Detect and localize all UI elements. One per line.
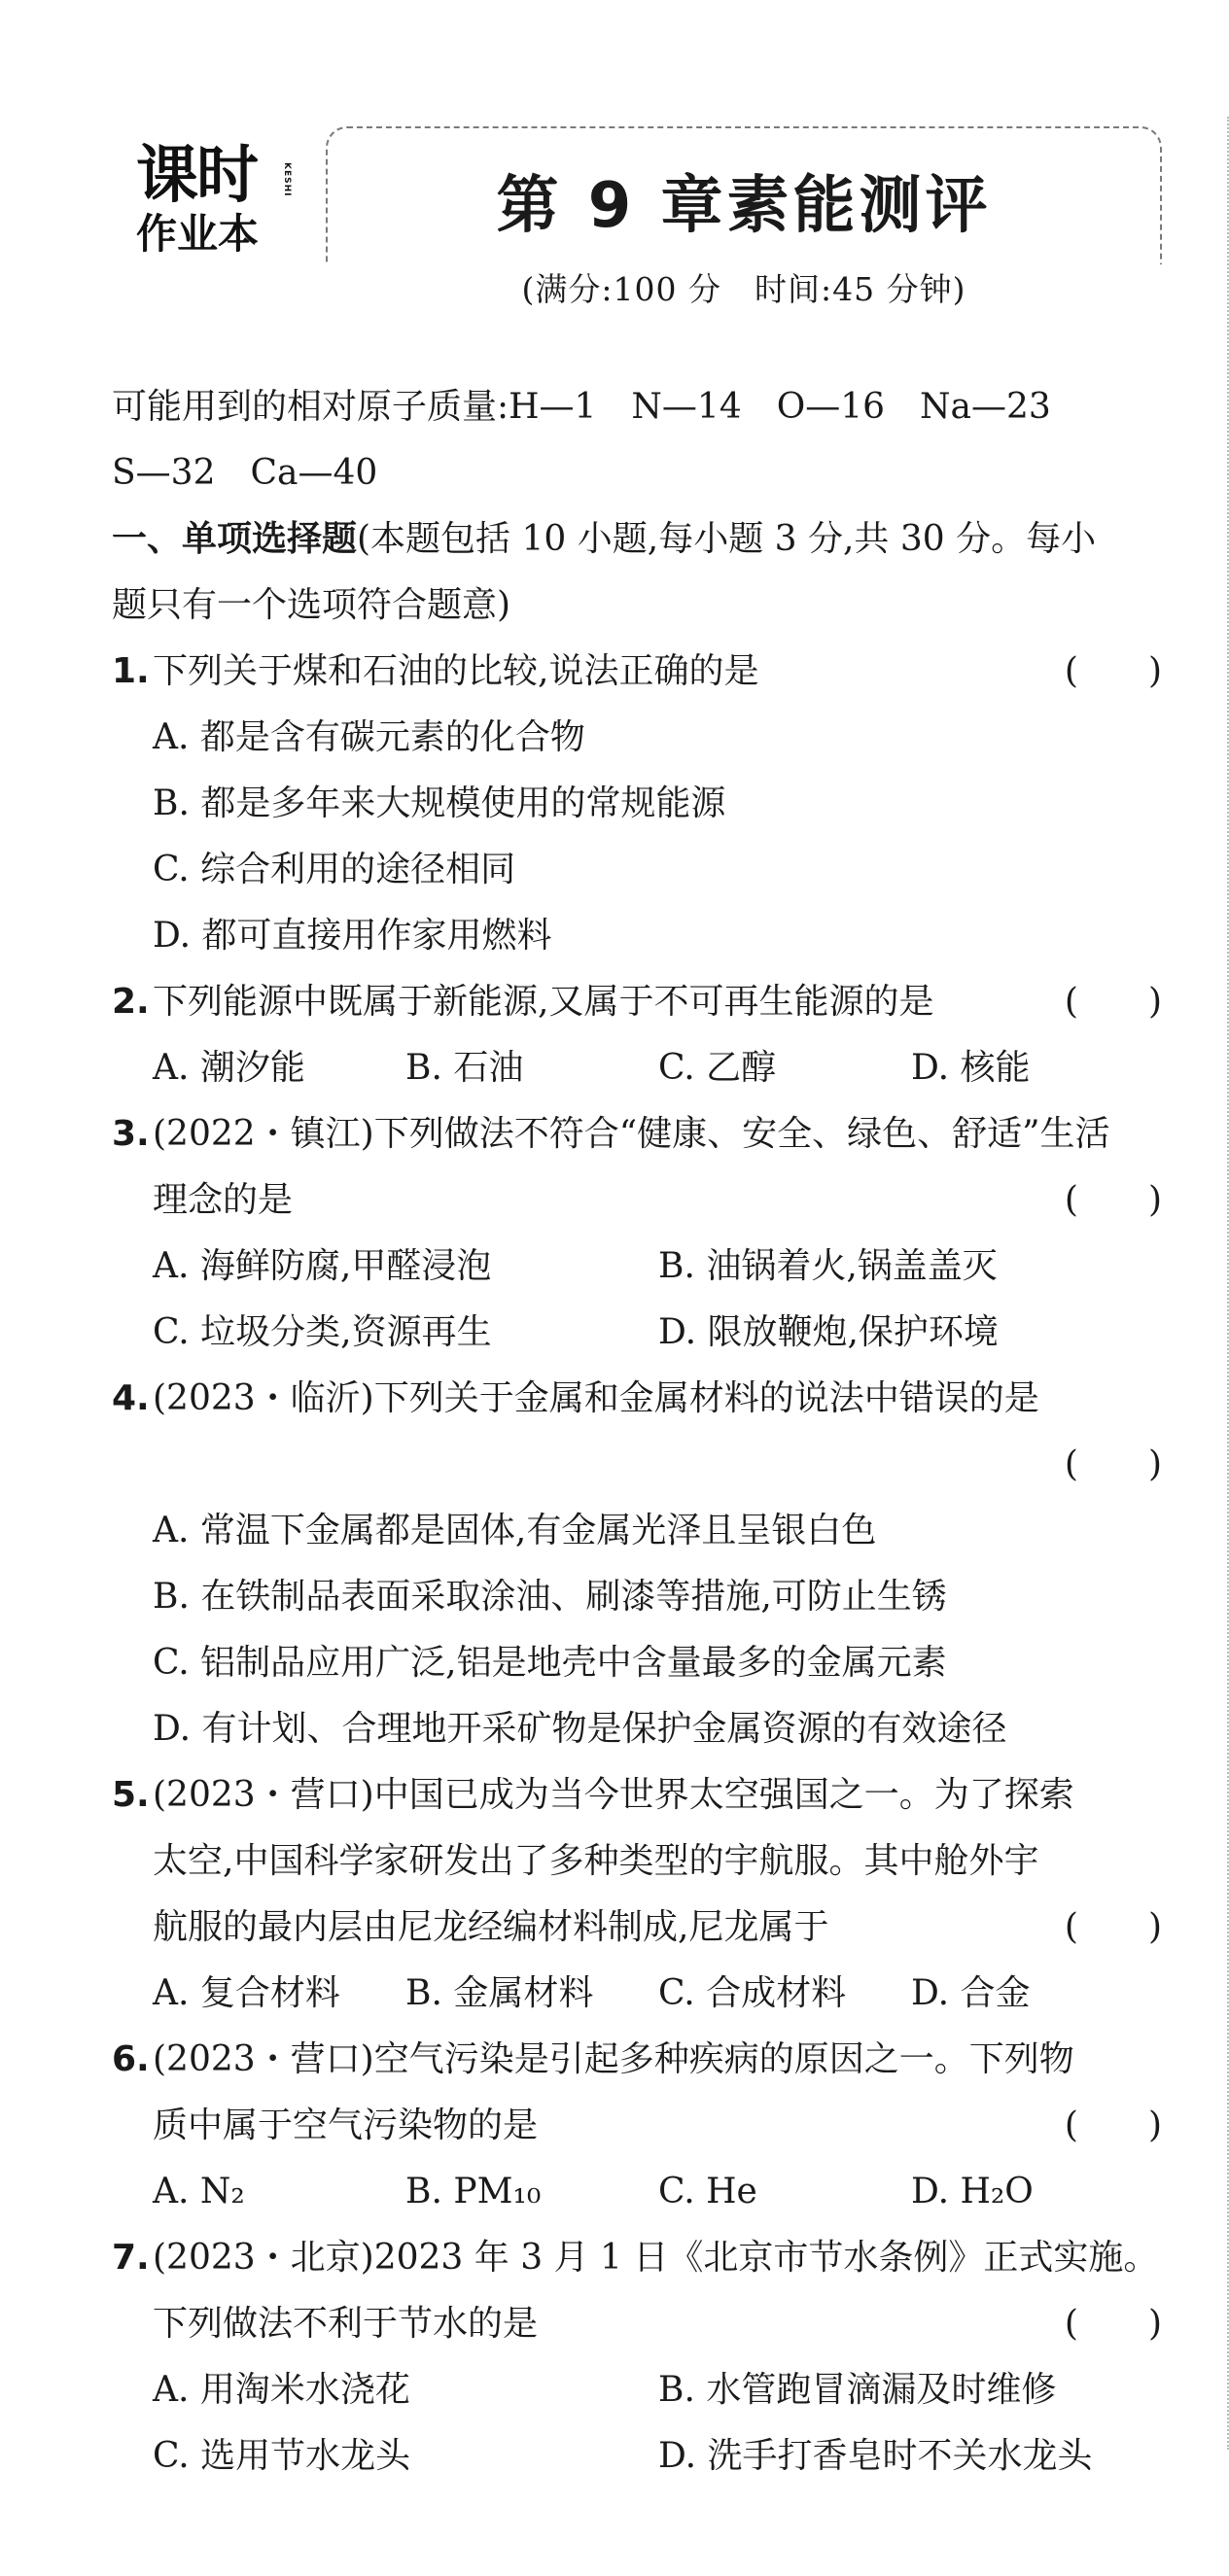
section-title: 一、单项选择题 [112, 519, 358, 559]
question-7-stem-line2 [112, 2291, 1172, 2357]
section-heading [112, 506, 1172, 573]
question-text: 质中属于空气污染物的是 [153, 2106, 539, 2145]
question-4-option-a: A. 常温下金属都是固体,有金属光泽且呈银白色 [153, 1511, 877, 1550]
option-b: B. PM₁₀ [405, 2172, 542, 2211]
option-a: A. N₂ [153, 2172, 245, 2211]
question-number: 2. [112, 982, 150, 1022]
question-1-option-c: C. 综合利用的途径相同 [153, 850, 516, 889]
question-body [112, 374, 1172, 2489]
option-d: D. 合金 [911, 1973, 1031, 2013]
question-text: 下列做法不利于节水的是 [153, 2304, 539, 2344]
option-d: D. H₂O [911, 2172, 1034, 2211]
logo-line2: 作业本 [136, 210, 260, 258]
logo-pinyin: KESHI [282, 162, 292, 197]
option-b: B. 水管跑冒滴漏及时维修 [658, 2370, 1057, 2410]
page-title: 第 9 章素能测评 [496, 170, 992, 242]
option-a: A. 潮汐能 [153, 1048, 305, 1088]
page-subtitle [326, 264, 1162, 310]
question-5-stem-line3 [112, 1895, 1172, 1961]
option-c: C. 选用节水龙头 [153, 2436, 411, 2476]
question-text: 下列能源中既属于新能源,又属于不可再生能源的是 [153, 982, 934, 1022]
question-7-options-row2 [112, 2423, 1172, 2489]
option-b: B. 油锅着火,锅盖盖灭 [658, 1246, 998, 1286]
option-a: A. 用淘米水浇花 [153, 2370, 410, 2410]
answer-bracket: ( ) [1064, 1180, 1162, 1220]
question-2-stem [112, 969, 1172, 1035]
question-number: 5. [112, 1775, 150, 1815]
question-6-stem-line2 [112, 2093, 1172, 2159]
option-c: C. 合成材料 [658, 1973, 847, 2013]
question-3-stem [112, 1101, 1172, 1167]
option-a: A. 复合材料 [153, 1973, 340, 2013]
question-number: 1. [112, 651, 150, 691]
answer-bracket: ( ) [1064, 651, 1162, 691]
question-5-stem [112, 1762, 1172, 1828]
option-d: D. 限放鞭炮,保护环境 [658, 1312, 999, 1352]
question-3-stem-line2 [112, 1167, 1172, 1234]
page-edge [1223, 117, 1229, 2450]
logo-line1: 课时 [136, 140, 257, 212]
question-text: (2023・北京)2023 年 3 月 1 日《北京市节水条例》正式实施。 [153, 2238, 1159, 2278]
question-6-options [112, 2159, 1172, 2225]
option-d: D. 核能 [911, 1048, 1031, 1088]
question-3-options-row1 [112, 1234, 1172, 1300]
question-7-options-row1 [112, 2357, 1172, 2423]
question-text: 理念的是 [153, 1180, 294, 1220]
question-5-stem-line2: 太空,中国科学家研发出了多种类型的宇航服。其中舱外宇 [153, 1841, 1039, 1881]
question-3-options-row2 [112, 1300, 1172, 1366]
question-4-stem [112, 1366, 1172, 1432]
question-text: (2023・营口)空气污染是引起多种疾病的原因之一。下列物 [153, 2039, 1074, 2079]
option-c: C. 垃圾分类,资源再生 [153, 1312, 492, 1352]
section-desc-line2: 题只有一个选项符合题意) [112, 585, 511, 625]
option-b: B. 金属材料 [405, 1973, 594, 2013]
answer-bracket: ( ) [1064, 1907, 1162, 1947]
question-number: 4. [112, 1378, 150, 1418]
question-text: (2023・临沂)下列关于金属和金属材料的说法中错误的是 [153, 1378, 1039, 1418]
option-c: C. He [658, 2172, 757, 2211]
question-1-option-b: B. 都是多年来大规模使用的常规能源 [153, 783, 726, 823]
option-d: D. 洗手打香皂时不关水龙头 [658, 2436, 1093, 2476]
question-1-stem [112, 639, 1172, 705]
question-number: 3. [112, 1114, 150, 1154]
question-4-option-b: B. 在铁制品表面采取涂油、刷漆等措施,可防止生锈 [153, 1577, 947, 1617]
intro-line-2: S—32 Ca—40 [112, 453, 378, 493]
question-1-option-a: A. 都是含有碳元素的化合物 [153, 717, 585, 757]
option-b: B. 石油 [405, 1048, 524, 1088]
question-4-option-d: D. 有计划、合理地开采矿物是保护金属资源的有效途径 [153, 1709, 1007, 1749]
question-1-option-d: D. 都可直接用作家用燃料 [153, 916, 552, 956]
answer-bracket: ( ) [1064, 2106, 1162, 2145]
question-number: 6. [112, 2039, 150, 2079]
question-5-options [112, 1961, 1172, 2027]
answer-bracket: ( ) [1064, 1445, 1162, 1484]
section-desc: (本题包括 10 小题,每小题 3 分,共 30 分。每小 [357, 519, 1097, 559]
option-c: C. 乙醇 [658, 1048, 777, 1088]
question-2-options [112, 1035, 1172, 1101]
question-4-bracket-line [112, 1432, 1172, 1498]
question-text: 航服的最内层由尼龙经编材料制成,尼龙属于 [153, 1907, 829, 1947]
answer-bracket: ( ) [1064, 2304, 1162, 2344]
subtitle-text: (满分:100 分 时间:45 分钟) [512, 270, 976, 308]
question-text: (2023・营口)中国已成为当今世界太空强国之一。为了探索 [153, 1775, 1074, 1815]
question-text: 下列关于煤和石油的比较,说法正确的是 [153, 651, 759, 691]
question-4-option-c: C. 铝制品应用广泛,铝是地壳中含量最多的金属元素 [153, 1643, 947, 1683]
logo [136, 141, 306, 277]
question-7-stem [112, 2225, 1172, 2291]
question-6-stem [112, 2027, 1172, 2093]
question-number: 7. [112, 2238, 150, 2278]
question-text: (2022・镇江)下列做法不符合“健康、安全、绿色、舒适”生活 [153, 1114, 1110, 1154]
answer-bracket: ( ) [1064, 982, 1162, 1022]
option-a: A. 海鲜防腐,甲醛浸泡 [153, 1246, 492, 1286]
intro-line-1: 可能用到的相对原子质量:H—1 N—14 O—16 Na—23 [112, 387, 1051, 427]
